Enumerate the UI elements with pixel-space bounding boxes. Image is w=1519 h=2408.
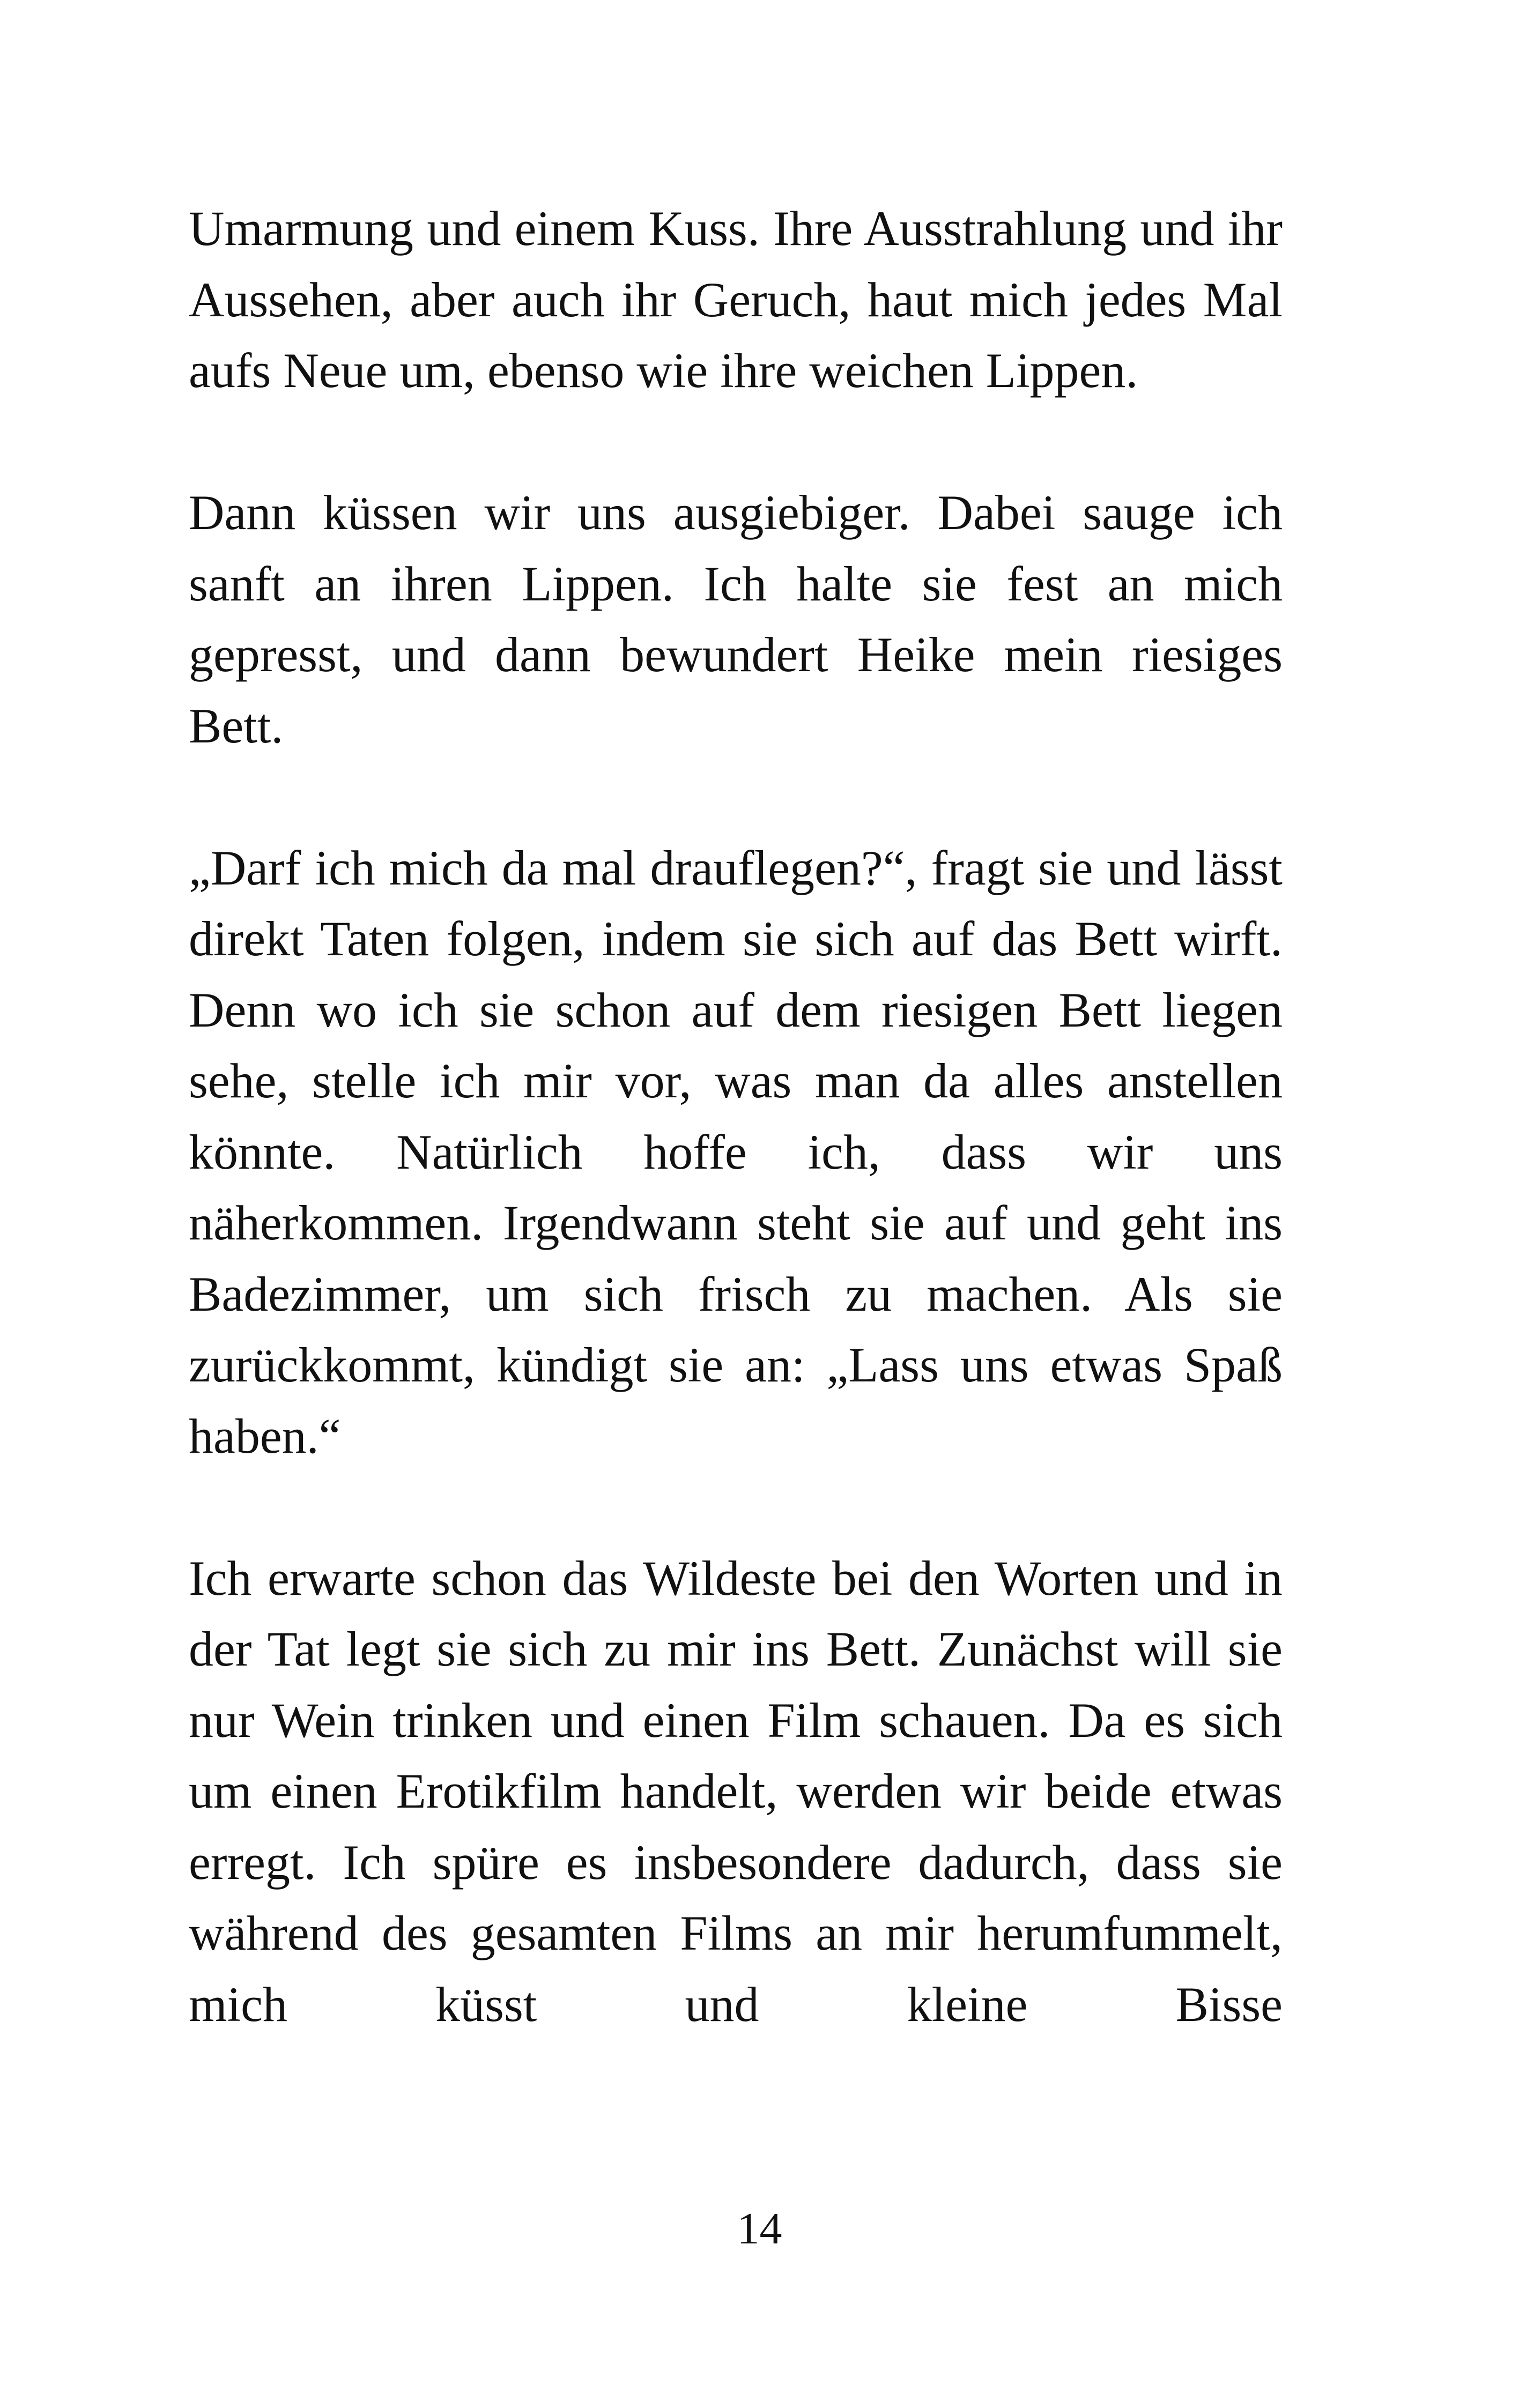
paragraph-2: Dann küssen wir uns ausgiebiger. Dabei sauge ich sanft an ihren Lippen. Ich halte sie fest an mich gepresst, und dann bewundert Heike mein riesiges Bett. xyxy=(189,485,1283,753)
body-text xyxy=(189,193,1283,2040)
paragraph-3: „Darf ich mich da mal drauflegen?“, fragt sie und lässt direkt Taten folgen, indem sie sich auf das Bett wirft. Denn wo ich sie schon auf dem riesigen Bett liegen sehe, stelle ich mir vor, was man da alles anstellen könnte. Natürlich hoffe ich, dass wir uns näherkommen. Irgendwann steht sie auf und geht ins Badezimmer, um sich frisch zu machen. Als sie zurückkommt, kündigt sie an: „Lass uns etwas Spaß haben.“ xyxy=(189,840,1283,1463)
paragraph-4: Ich erwarte schon das Wildeste bei den Worten und in der Tat legt sie sich zu mir ins Bett. Zunächst will sie nur Wein trinken und einen Film schauen. Da es sich um einen Erotikfilm handelt, werden wir beide etwas erregt. Ich spüre es insbesondere dadurch, dass sie während des gesamten Films an mir herumfummelt, mich küsst und kleine Bisse xyxy=(189,1550,1283,2032)
paragraph-1: Umarmung und einem Kuss. Ihre Ausstrahlung und ihr Aussehen, aber auch ihr Geruch, haut mich jedes Mal aufs Neue um, ebenso wie ihre weichen Lippen. xyxy=(189,201,1283,398)
page-number: 14 xyxy=(737,2204,782,2254)
